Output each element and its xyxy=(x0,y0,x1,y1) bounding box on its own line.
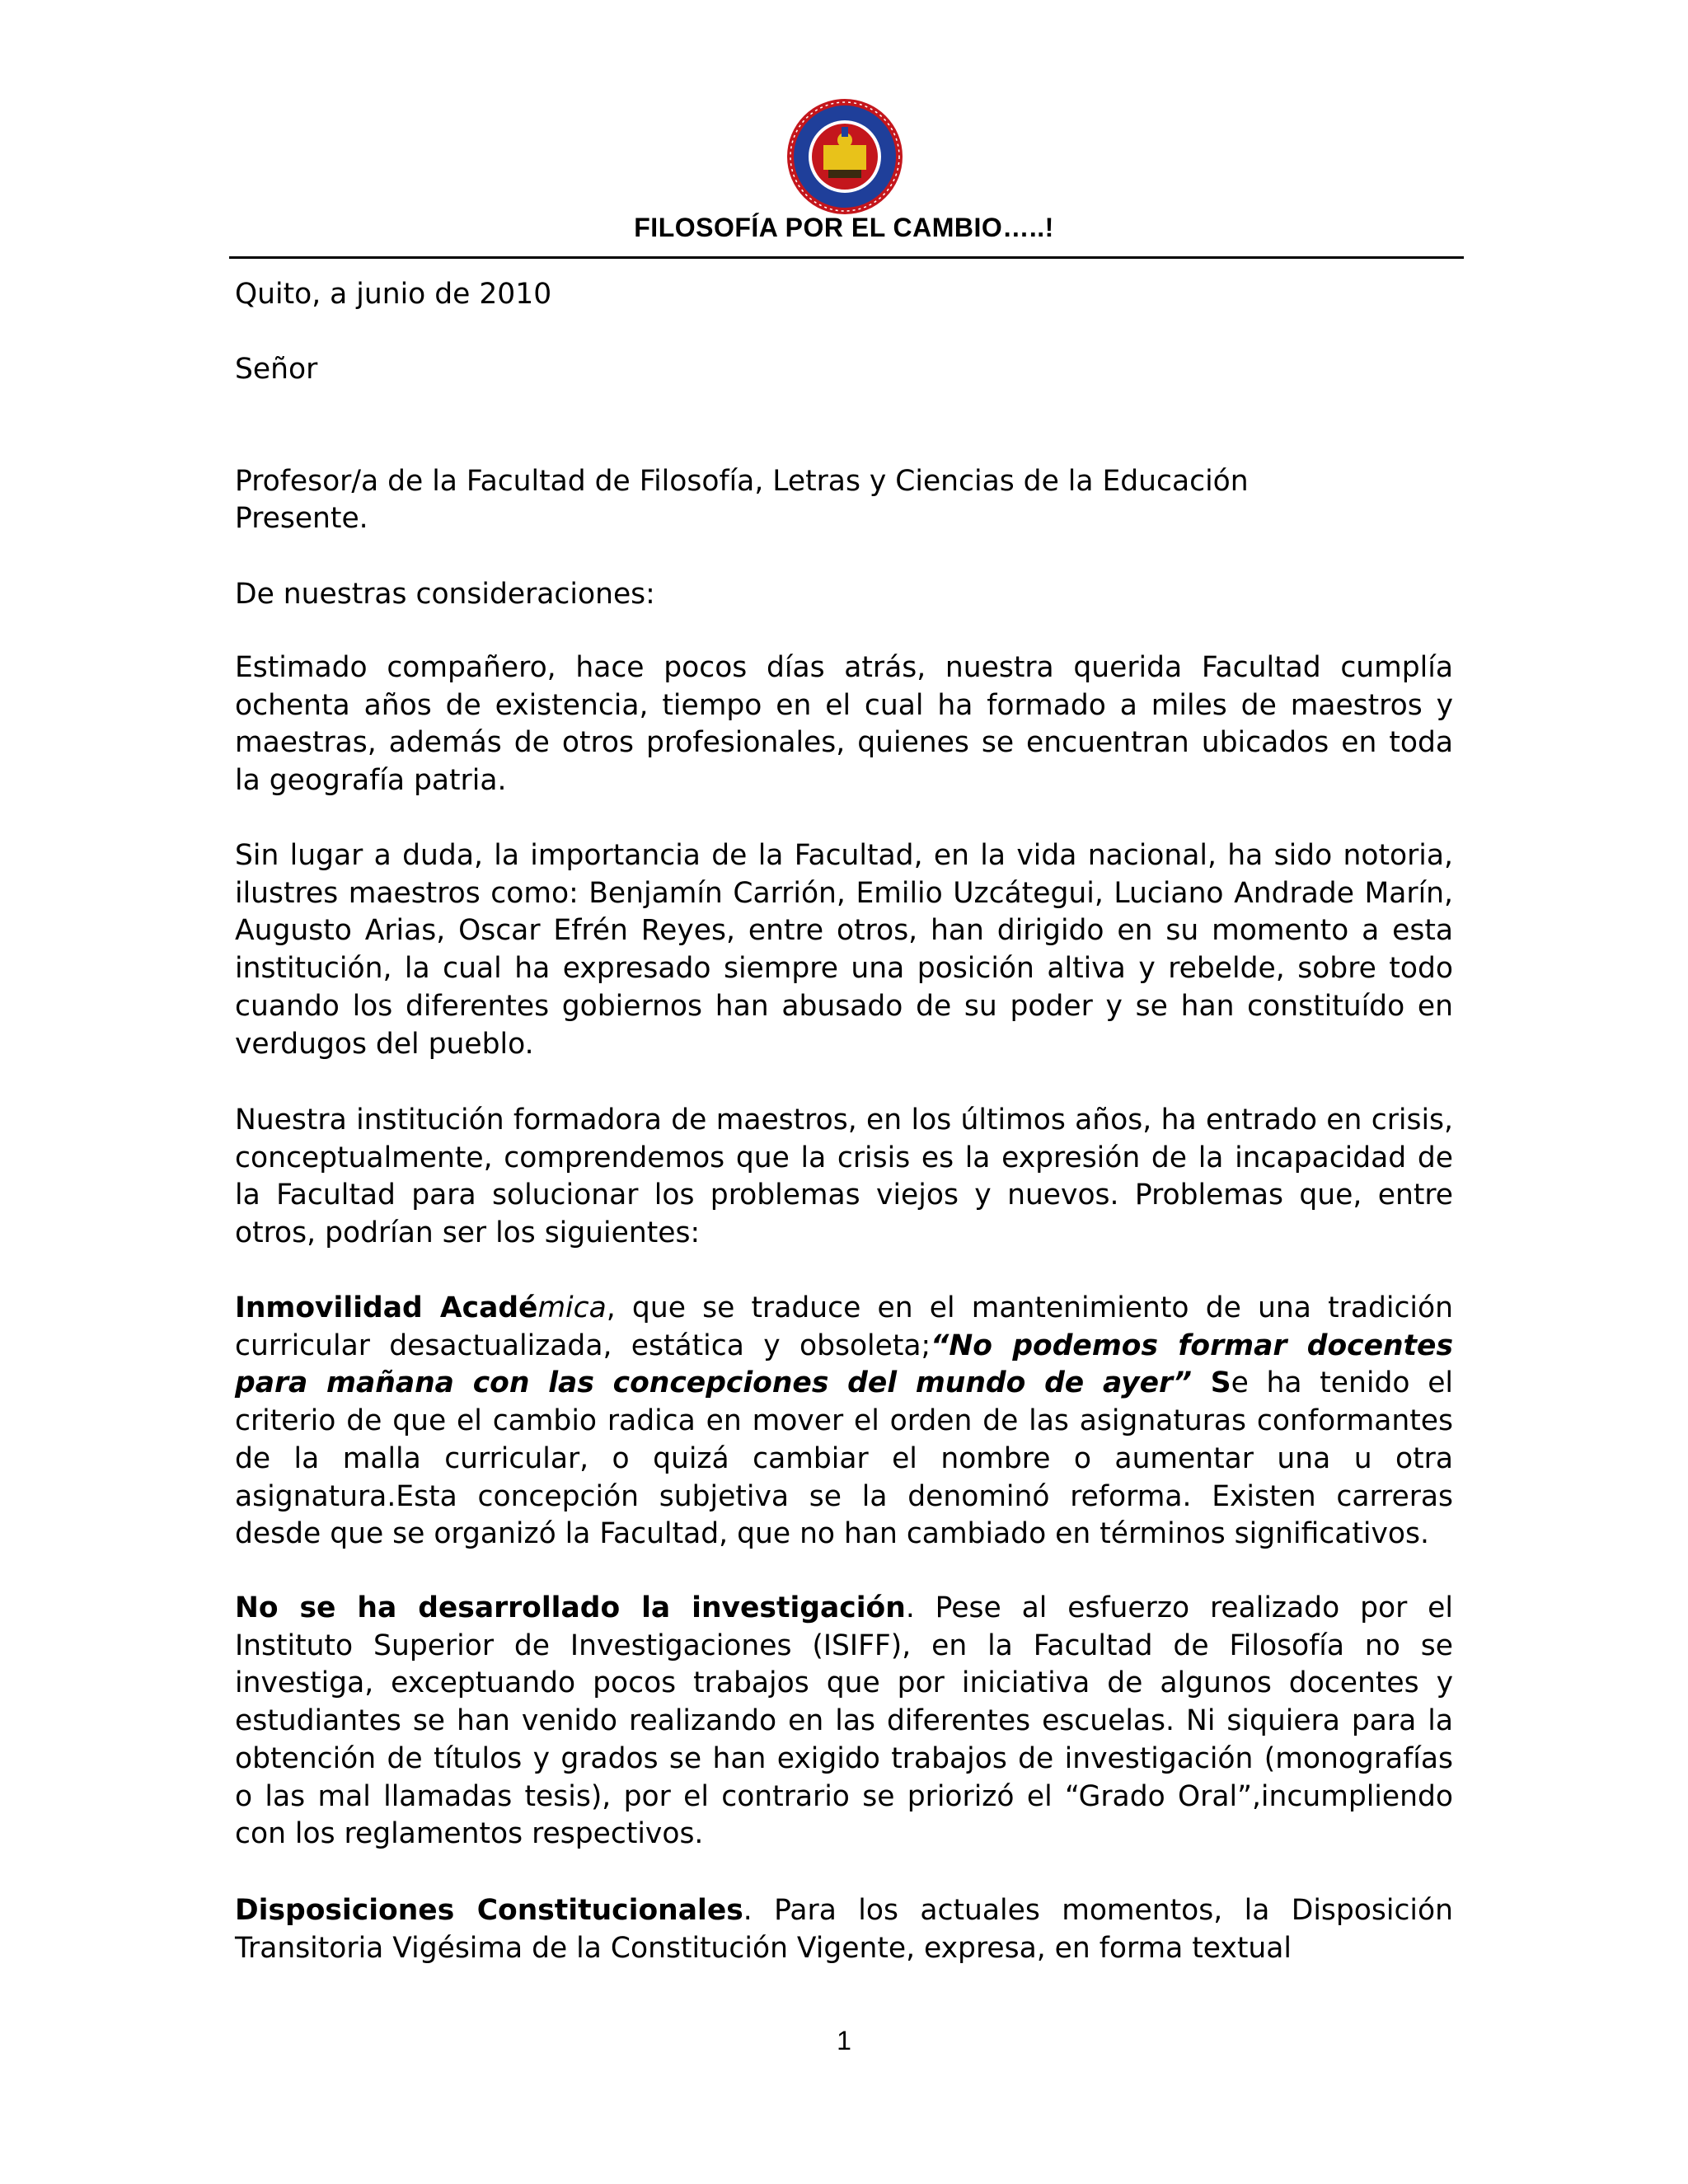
section-3-heading: Disposiciones Constitucionales xyxy=(235,1894,743,1927)
letter-salutation: Señor xyxy=(235,353,318,386)
letter-date: Quito, a junio de 2010 xyxy=(235,278,552,311)
section-2-heading: No se ha desarrollado la investigación xyxy=(235,1591,906,1624)
paragraph-1: Estimado compañero, hace pocos días atrás, nuestra querida Facultad cumplía ochenta años de existencia, tiempo en el cual ha formado a miles de maestros y maestras, además de otros profesionales, quienes se encuentran ubicados en toda la geografía patria. xyxy=(235,651,1453,798)
header-title: FILOSOFÍA POR EL CAMBIO…..! xyxy=(634,213,1054,242)
header-divider xyxy=(229,256,1464,259)
university-seal-icon xyxy=(785,97,904,216)
section-1-quote: “No podemos formar docentes para mañana con las concepciones del mundo de ayer” xyxy=(235,1329,1453,1400)
recipient-line-1: Profesor/a de la Facultad de Filosofía, Letras y Ciencias de la Educación xyxy=(235,465,1249,498)
letter-opening: De nuestras consideraciones: xyxy=(235,578,655,611)
section-research xyxy=(235,1590,1453,1854)
page-number: 1 xyxy=(837,2026,851,2055)
section-1-heading: Inmovilidad Acadé xyxy=(235,1291,538,1324)
section-constitutional xyxy=(235,1892,1453,1967)
section-3-text: . Para los actuales momentos, la Disposición Transitoria Vigésima de la Constitución Vigente, expresa, en forma textual xyxy=(235,1894,1453,1965)
recipient-line-2: Presente. xyxy=(235,502,368,535)
paragraph-3: Nuestra institución formadora de maestros, en los últimos años, ha entrado en crisis, conceptualmente, comprendemos que la crisis es la expresión de la incapacidad de la Facultad para solucionar los problemas viejos y nuevos. Problemas que, entre otros, podrían ser los siguientes: xyxy=(235,1104,1453,1250)
section-1-heading-tail: mica xyxy=(537,1291,607,1324)
section-1-text-a: , que se traduce en el mantenimiento de una tradición curricular desactualizada, estática y obsoleta; xyxy=(235,1291,1453,1362)
section-2-text: . Pese al esfuerzo realizado por el Instituto Superior de Investigaciones (ISIFF), en la Facultad de Filosofía no se investiga, exceptuando pocos trabajos que por iniciativa de algunos docentes y estudiantes se han venido realizando en las diferentes escuelas. Ni siquiera para la obtención de títulos y grados se han exigido trabajos de investigación (monografías o las mal llamadas tesis), por el contrario se priorizó el “Grado Oral”,incumpliendo con los reglamentos respectivos. xyxy=(235,1591,1453,1851)
section-1-text-b: S xyxy=(1191,1366,1231,1400)
section-academic-immobility xyxy=(235,1290,1453,1554)
section-1-text-c: e ha tenido el criterio de que el cambio radica en mover el orden de las asignaturas conformantes de la malla curricular, o quizá cambiar el nombre o aumentar una u otra asignatura.Esta concepción subjetiva se la denominó reforma. Existen carreras desde que se organizó la Facultad, que no han cambiado en términos significativos. xyxy=(235,1366,1454,1551)
paragraph-2: Sin lugar a duda, la importancia de la Facultad, en la vida nacional, ha sido notoria, ilustres maestros como: Benjamín Carrión, Emilio Uzcátegui, Luciano Andrade Marín, Augusto Arias, Oscar Efrén Reyes, entre otros, han dirigido en su momento a esta institución, la cual ha expresado siempre una posición altiva y rebelde, sobre todo cuando los diferentes gobiernos han abusado de su poder y se han constituído en verdugos del pueblo. xyxy=(235,839,1453,1061)
